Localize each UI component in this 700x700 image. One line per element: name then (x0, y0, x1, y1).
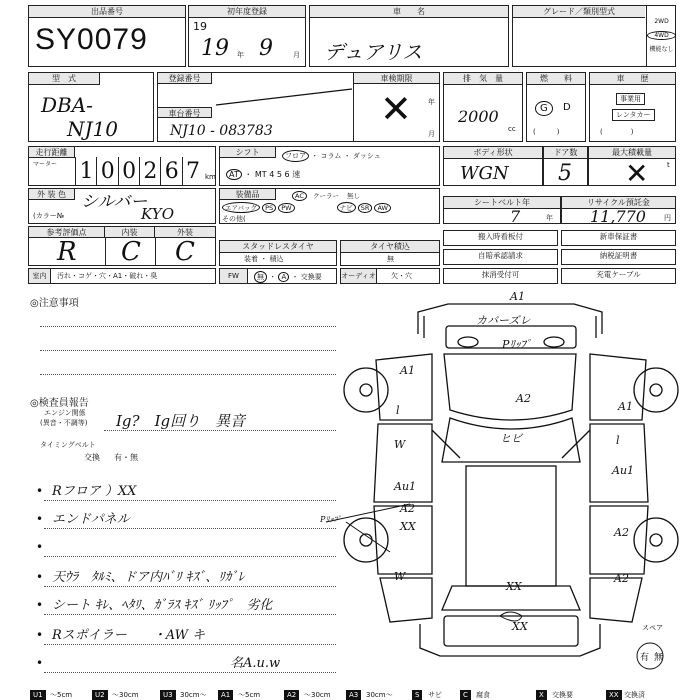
grade-box (512, 5, 676, 67)
body-type-hand: WGN (460, 163, 509, 184)
legend-meaning: ～5cm (238, 691, 261, 699)
shift-4: 4 (269, 170, 275, 179)
displacement-hand: 2000 (458, 107, 499, 126)
legend-meaning: 30cm～ (366, 691, 393, 699)
displacement-unit: cc (508, 125, 516, 133)
damage-mark: ヒビ (500, 432, 522, 445)
model-type-hand-2: NJ10 (67, 117, 118, 141)
report-line-text: シート ｷﾚ、ﾍﾀﾘ、ｶﾞﾗｽ ｷｽﾞ ﾘｯﾌﾟ 劣化 (52, 598, 273, 613)
displacement-box (443, 72, 523, 142)
damage-mark: Au1 (612, 464, 635, 477)
spare-none: 無 (654, 653, 664, 663)
doc-signboard: 搬入時看板付 (443, 230, 558, 246)
report-bullet: • (36, 484, 44, 498)
note-line (44, 672, 336, 673)
report-line-text: Rフロア ）XX (52, 484, 137, 499)
lot-number-label: 出品番号 (29, 6, 185, 18)
damage-mark: Pﾘｯﾌﾟ (502, 338, 532, 351)
right-rear-door (590, 506, 648, 574)
equip-cooler: クーラー (312, 192, 339, 200)
legend-code: U2 (92, 690, 108, 700)
equip-other: その他( (222, 215, 246, 223)
audio-label: オーディオ (341, 269, 377, 283)
doc-charge-cable: 充電ケーブル (561, 268, 676, 284)
history-label: 車 歴 (590, 73, 675, 85)
mileage-box (28, 146, 216, 186)
legend-meaning: 交換済 (624, 691, 645, 699)
legend-code: A1 (218, 690, 233, 700)
audio-options: 欠・穴 (391, 272, 412, 280)
reg-year-print: 19 (193, 20, 207, 33)
report-line-text: 天ｳﾗ ﾀﾙﾐ、ドア内ﾊﾞﾘ ｷｽﾞ、ﾘｶﾞﾚ (52, 570, 245, 585)
model-name-label: 車 名 (310, 6, 508, 18)
left-rear-fender (380, 578, 432, 622)
note-line (40, 350, 336, 351)
damage-mark: Au1 (394, 480, 417, 493)
studless-box: スタッドレスタイヤ 装着 ・ 積込 (219, 240, 337, 266)
audio-box (340, 268, 440, 284)
score-box (28, 226, 216, 266)
history-box (589, 72, 676, 142)
color-box (28, 188, 216, 224)
report-line-text: 名A.u.w (230, 656, 281, 671)
mileage-digit: 2 (139, 157, 161, 185)
meter-label: マーター (33, 161, 58, 168)
inspection-label: 車検期限 (353, 73, 439, 84)
report-bullet: • (36, 656, 44, 670)
damage-mark: A2 (614, 526, 629, 539)
doc-warranty: 新車保証書 (561, 230, 676, 246)
inspector-title: ◎検査員報告 (30, 398, 89, 409)
model-name-hand: デュアリス (324, 40, 423, 64)
report-bullet: • (36, 512, 44, 526)
fuel-d: D (563, 102, 571, 113)
damage-mark: カバーズレ (476, 314, 531, 327)
inspection-hand: ✕ (380, 87, 412, 131)
legend-code: XX (606, 690, 622, 700)
note-line (44, 644, 336, 645)
doc-tax: 納税証明書 (561, 249, 676, 265)
inspection-month: 月 (428, 130, 435, 138)
tire-load-none: 無 (387, 255, 394, 263)
studless-mounted: 装着 (244, 255, 258, 263)
shift-column: コラム (320, 152, 342, 160)
roof (466, 466, 556, 586)
registration-number-label: 登録番号 (158, 73, 212, 84)
interior-label: 内装 (105, 227, 155, 238)
wheel-front-left (344, 368, 388, 412)
grade-label: グレード／類別型式 (513, 6, 645, 18)
legend-meaning: 30cm～ (180, 691, 207, 699)
legend-code: U3 (160, 690, 176, 700)
damage-mark: A1 (400, 364, 415, 377)
model-type-label: 型 式 (29, 73, 100, 85)
history-paren: ( ) (600, 128, 634, 136)
report-bullet: • (36, 570, 44, 584)
legend-meaning: ～30cm (112, 691, 139, 699)
legend-code: S (412, 690, 422, 700)
first-registration-label: 初年度登録 (189, 6, 305, 18)
wheel-front-right (634, 368, 678, 412)
shift-mt: MT (254, 170, 267, 179)
damage-mark: XX (506, 580, 522, 593)
door-count-hand: 5 (558, 161, 572, 186)
legend-meaning: 腐食 (476, 691, 490, 699)
seatbelt-box (443, 196, 561, 224)
damage-mark: A2 (614, 572, 629, 585)
equipment-box (219, 188, 440, 224)
note-line (44, 614, 336, 615)
drive-4wd: 4WD (647, 31, 676, 40)
fw-label: FW (220, 269, 248, 283)
engine-label: エンジン関係 (44, 409, 86, 417)
vehicle-damage-diagram (320, 290, 690, 668)
reg-month-label: 月 (293, 51, 300, 59)
note-line (44, 500, 336, 501)
note-line (44, 528, 336, 529)
chassis-number-hand: NJ10 - 083783 (170, 123, 273, 139)
doc-insurance: 自賠承認請求 (443, 249, 558, 265)
drive-2wd: 2WD (654, 18, 669, 25)
damage-mark: A2 (400, 502, 415, 515)
fuel-g: G (535, 101, 553, 116)
tire-load-label: タイヤ積込 (341, 241, 439, 253)
fw-none: 無 (254, 271, 267, 283)
first-registration-box (188, 5, 306, 67)
model-type-hand-1: DBA- (41, 93, 93, 117)
recycle-hand: 11,770 (590, 207, 646, 226)
shift-box: シフト フロア ・ コラム ・ ダッシュ AT ・ MT 4 5 6 速 (219, 146, 440, 186)
shift-label: シフト (220, 147, 276, 158)
lot-number: SY0079 (35, 23, 148, 56)
equip-none: 無し (347, 192, 361, 200)
body-type-label: ボディ形状 (444, 147, 542, 159)
spare-has: 有 (640, 653, 650, 663)
inspection-year: 年 (428, 98, 435, 106)
legend-code: U1 (30, 690, 46, 700)
equip-sr: SR (358, 203, 373, 213)
reg-month-hand: 9 (259, 36, 273, 61)
report-bullet: • (36, 598, 44, 612)
fuel-label: 燃 料 (527, 73, 585, 85)
mileage-digits (75, 157, 203, 185)
color-number-hand: KYO (141, 205, 175, 223)
max-load-hand: ✕ (625, 157, 649, 190)
mileage-digit: 6 (160, 157, 182, 185)
fuel-box (526, 72, 586, 142)
shift-speed: 速 (292, 170, 301, 179)
legend-code: A2 (284, 690, 299, 700)
front-emblem (544, 337, 564, 347)
spare-label: スペア (642, 624, 663, 632)
mileage-label: 走行距離 (29, 147, 75, 158)
max-load-unit: t (667, 161, 670, 169)
shift-dash: ダッシュ (352, 152, 381, 160)
max-load-label: 最大積載量 (589, 147, 675, 159)
legend-meaning: ～5cm (50, 691, 73, 699)
chassis-number-label: 車台番号 (158, 107, 212, 118)
wheel-rear-right (634, 518, 678, 562)
equip-airbag: エアバッグ (222, 202, 260, 213)
legend-meaning: 交換要 (552, 691, 573, 699)
door-count-label: ドア数 (544, 147, 587, 159)
max-load-box (588, 146, 676, 190)
timing-options: 有・無 (114, 453, 138, 462)
recycle-label: リサイクル預託金 (562, 197, 675, 209)
note-line (40, 374, 336, 375)
documents-grid (443, 230, 676, 284)
damage-mark: A1 (510, 290, 525, 303)
history-rental: レンタカー (612, 109, 655, 121)
room-label: 室内 (29, 269, 51, 283)
shift-at: AT (226, 169, 242, 180)
body-type-box (443, 146, 543, 186)
shift-floor: フロア (282, 150, 309, 162)
equipment-label: 装備品 (220, 189, 276, 200)
damage-mark: W (394, 570, 406, 583)
legend-meaning: サビ (428, 691, 442, 699)
reg-year-label: 年 (237, 51, 244, 59)
model-type-box (28, 72, 154, 142)
registration-number-box (157, 72, 440, 142)
equip-ac: AC (292, 191, 307, 201)
door-count-box (543, 146, 588, 186)
shift-6: 6 (284, 170, 290, 179)
hood (444, 354, 576, 420)
drive-none: 機能なし (649, 46, 674, 53)
damage-mark: XX (400, 520, 416, 533)
studless-loaded: 積込 (269, 255, 284, 263)
damage-mark: W (394, 438, 406, 451)
note-line (104, 430, 336, 431)
fw-box: FW 無 ・ A ・ 交換要 (219, 268, 337, 284)
color-hand: シルバー (81, 192, 148, 212)
km-unit: km (205, 173, 216, 181)
front-emblem (458, 337, 478, 347)
interior-hand: C (121, 237, 141, 267)
engine-hand: Ig? Ig回り 異音 (116, 412, 246, 430)
report-line-text: Rスポイラー ・AW キ (52, 628, 206, 643)
timing-label: タイミングベルト (40, 441, 96, 449)
notes-title: ◎注意事項 (30, 298, 79, 309)
mileage-digit: 7 (182, 157, 204, 185)
fuel-paren: ( ) (533, 128, 560, 136)
equip-pw: PW (278, 203, 294, 213)
timing-swap: 交換 (84, 453, 100, 462)
wheel-rear-right-hub (650, 534, 662, 546)
damage-mark: l (396, 404, 400, 417)
doc-cancel: 抹消受付可 (443, 268, 558, 284)
room-options: 汚れ・コゲ・穴・A1・破れ・臭 (57, 272, 158, 280)
score-hand: R (57, 237, 77, 267)
damage-mark: A2 (516, 392, 531, 405)
tire-load-box (340, 240, 440, 266)
wheel-front-right-hub (650, 384, 662, 396)
legend-code: X (536, 690, 547, 700)
model-name-box (309, 5, 509, 67)
room-box (28, 268, 216, 284)
report-bullet: • (36, 628, 44, 642)
mileage-digit: 1 (75, 157, 97, 185)
legend-meaning: ～30cm (304, 691, 331, 699)
damage-mark: Pﾘｯﾌﾟ (320, 515, 342, 524)
note-line (40, 326, 336, 327)
damage-mark: XX (512, 620, 528, 633)
equip-aw: AW (374, 203, 391, 213)
legend-code: A3 (346, 690, 361, 700)
color-label: 外 装 色 (29, 189, 75, 200)
recycle-box (561, 196, 676, 224)
fw-replace: 交換要 (300, 273, 322, 281)
damage-mark: l (616, 434, 620, 447)
equip-navi: ナビ (337, 202, 356, 213)
registration-strike (214, 85, 354, 107)
displacement-label: 排 気 量 (444, 73, 522, 85)
right-mirror (562, 430, 590, 458)
legend-code: C (460, 690, 471, 700)
equip-ps: PS (262, 203, 276, 213)
shift-5: 5 (276, 170, 282, 179)
left-mirror (432, 430, 460, 458)
rear-bracket (420, 624, 600, 656)
note-line (44, 556, 336, 557)
mileage-digit: 0 (96, 157, 118, 185)
report-bullet: • (36, 540, 44, 554)
color-number-label: (カラー№ (33, 212, 65, 220)
left-rear-door (374, 506, 432, 574)
reg-year-hand: 19 (201, 36, 229, 61)
exterior-hand: C (175, 237, 195, 267)
seatbelt-hand: 7 (510, 207, 521, 226)
score-label: 参考評価点 (29, 227, 105, 238)
studless-label: スタッドレスタイヤ (220, 241, 336, 253)
lot-number-box (28, 5, 186, 67)
seatbelt-label: シートベルト年 (444, 197, 560, 209)
fw-a: A (278, 272, 289, 282)
exterior-label: 外装 (155, 227, 215, 238)
damage-mark: A1 (618, 400, 633, 413)
engine-sub: (異音・不調等) (40, 419, 88, 427)
note-line (44, 586, 336, 587)
mileage-digit: 0 (118, 157, 140, 185)
seatbelt-year: 年 (546, 214, 553, 222)
wheel-front-left-hub (360, 384, 372, 396)
history-business: 事業用 (616, 93, 645, 105)
report-line-text: エンドパネル (52, 512, 130, 527)
recycle-unit: 円 (664, 214, 671, 222)
